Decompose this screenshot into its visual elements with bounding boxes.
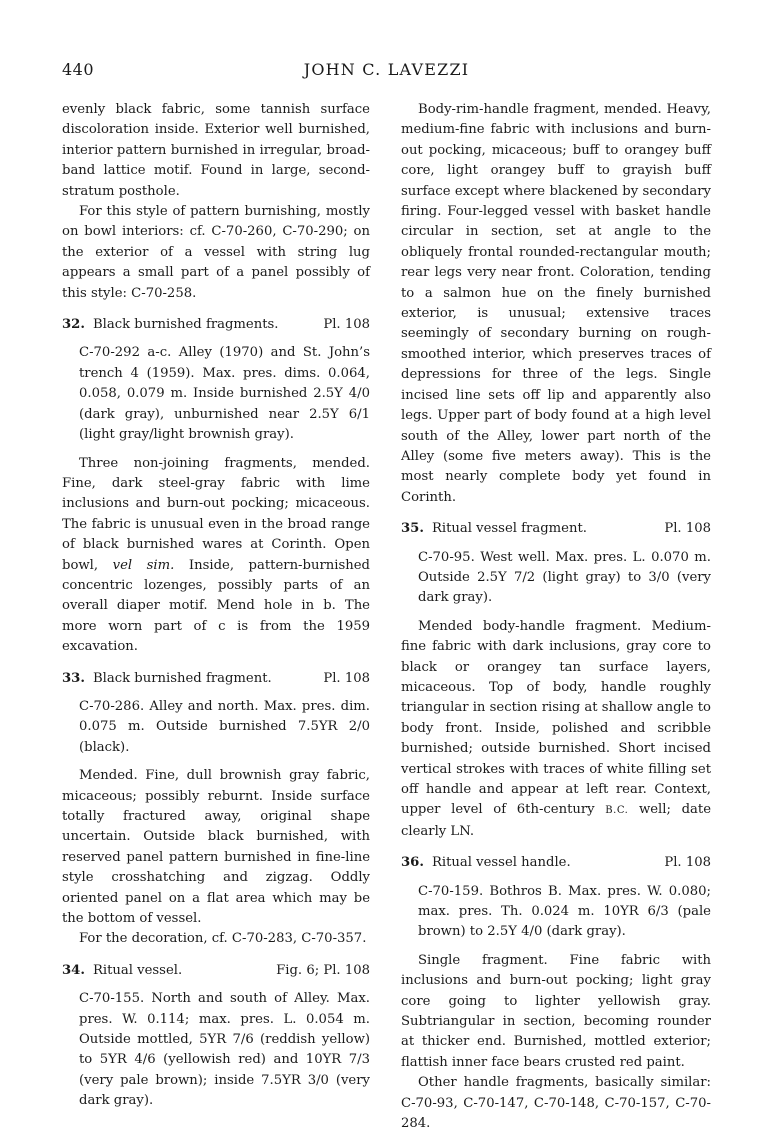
entry-34-heading: [62, 961, 370, 981]
entry-description: Mended body-handle fragment. Medium-fine fabric with dark inclusions, gray core to black or orangey tan surface layers, micaceous. Top of body, handle roughly triangular in section rising at shallow angle to body front. Inside, polished and scribble burnished; outside burnished. Short incised vertical strokes with traces of white filling set off handle and appear at left rear. Context, upper level of 6th-century B.C. well; date clearly LN.: [401, 618, 712, 839]
entry-number: 32.: [62, 317, 85, 333]
plate-reference: Pl. 108: [664, 521, 711, 537]
plate-reference: Pl. 108: [664, 855, 711, 871]
entry-number: 35.: [401, 521, 424, 537]
intro-paragraph: For this style of pattern burnishing, mostly on bowl interiors: cf. C-70-260, C-70-290; on the exterior of a vessel with string lug appears a small part of a panel possibly of this style: C-70-258.: [62, 204, 370, 301]
entry-description: Three non-joining fragments, mended. Fine, dark steel-gray fabric with lime inclusions and burn-out pocking; micaceous. The fabric is unusual even in the broad range of black burnished wares at Corinth. Open bowl, vel sim. Inside, pattern-burnished concentric lozenges, possibly parts of an overall diaper motif. Mend hole in b. The more worn part of c is from the 1959 excavation.: [62, 455, 370, 655]
entry-number: 36.: [401, 855, 424, 871]
entry-36-heading: [401, 853, 711, 873]
plate-reference: Pl. 108: [323, 317, 370, 333]
decoration-reference: For the decoration, cf. C-70-283, C-70-357.: [79, 931, 367, 947]
catalog-details: C-70-286. Alley and north. Max. pres. dim. 0.075 m. Outside burnished 7.5YR 2/0 (black).: [79, 698, 370, 755]
page-number: 440: [62, 60, 95, 79]
intro-paragraph: evenly black fabric, some tannish surface discoloration inside. Exterior well burnished, interior pattern burnished in irregular, broad-band lattice motif. Found in large, second-stratum posthole.: [62, 102, 370, 199]
entry-number: 33.: [62, 670, 85, 686]
entry-title: Black burnished fragments.: [92, 317, 279, 333]
entry-title: Ritual vessel.: [92, 962, 183, 978]
catalog-details: C-70-159. Bothros B. Max. pres. W. 0.080; max. pres. Th. 0.024 m. 10YR 6/3 (pale brown) to 2.5Y 4/0 (dark gray).: [418, 883, 711, 940]
catalog-details: C-70-95. West well. Max. pres. L. 0.070 m. Outside 2.5Y 7/2 (light gray) to 3/0 (very dark gray).: [418, 549, 711, 606]
entry-description: Mended. Fine, dull brownish gray fabric, micaceous; possibly reburnt. Inside surface totally fractured away, original shape uncertain. Outside black burnished, with reserved panel pattern burnished in fine-line style crosshatching and zigzag. Oddly oriented panel on a flat area which may be the bottom of vessel.: [62, 768, 370, 927]
entry-description: Body-rim-handle fragment, mended. Heavy, medium-fine fabric with inclusions and burn-out pocking, micaceous; buff to orangey buff core, light orangey buff to grayish buff surface except where blackened by secondary firing. Four-legged vessel with basket handle circular in section, set at angle to the obliquely frontal rounded-rectangular mouth; rear legs very near front. Coloration, tending to a salmon hue on the finely burnished exterior, is unusual; extensive traces seemingly of secondary burning on rough-smoothed interior, which preserves traces of depressions for three of the legs. Single incised line sets off lip and apparently also legs. Upper part of body found at a high level south of the Alley, lower part north of the Alley (some five meters away). This is the most nearly complete body yet found in Corinth.: [401, 102, 711, 505]
catalog-details: C-70-292 a-c. Alley (1970) and St. John’s trench 4 (1959). Max. pres. dims. 0.064, 0.058, 0.079 m. Inside burnished 2.5Y 4/0 (dark gray), unburnished near 2.5Y 6/1 (light gray/light brownish gray).: [79, 345, 370, 443]
right-column: [401, 100, 711, 1135]
entry-title: Black burnished fragment.: [92, 670, 272, 686]
plate-reference: Pl. 108: [323, 670, 370, 686]
left-column: [62, 100, 370, 1120]
entry-35-heading: [401, 519, 711, 539]
related-fragments: Other handle fragments, basically similar: C-70-93, C-70-147, C-70-148, C-70-157, C-70-284.: [401, 1075, 711, 1132]
plate-reference: Fig. 6; Pl. 108: [276, 962, 370, 978]
entry-32-heading: [62, 315, 370, 335]
entry-33-heading: [62, 669, 370, 689]
entry-title: Ritual vessel handle.: [431, 855, 571, 871]
entry-title: Ritual vessel fragment.: [431, 521, 587, 537]
entry-description: Single fragment. Fine fabric with inclusions and burn-out pocking; light gray core going to lighter yellowish gray. Subtriangular in section, becoming rounder at thicker end. Burnished, mottled exterior; flattish inner face bears crusted red paint.: [401, 952, 711, 1070]
catalog-details: C-70-155. North and south of Alley. Max. pres. W. 0.114; max. pres. L. 0.054 m. Outside mottled, 5YR 7/6 (reddish yellow) to 5YR 4/6 (yellowish red) and 10YR 7/3 (very pale brown); inside 7.5YR 3/0 (very dark gray).: [79, 991, 370, 1109]
entry-number: 34.: [62, 962, 85, 978]
page-header: [0, 60, 773, 82]
running-head-author: JOHN C. LAVEZZI: [303, 60, 470, 79]
